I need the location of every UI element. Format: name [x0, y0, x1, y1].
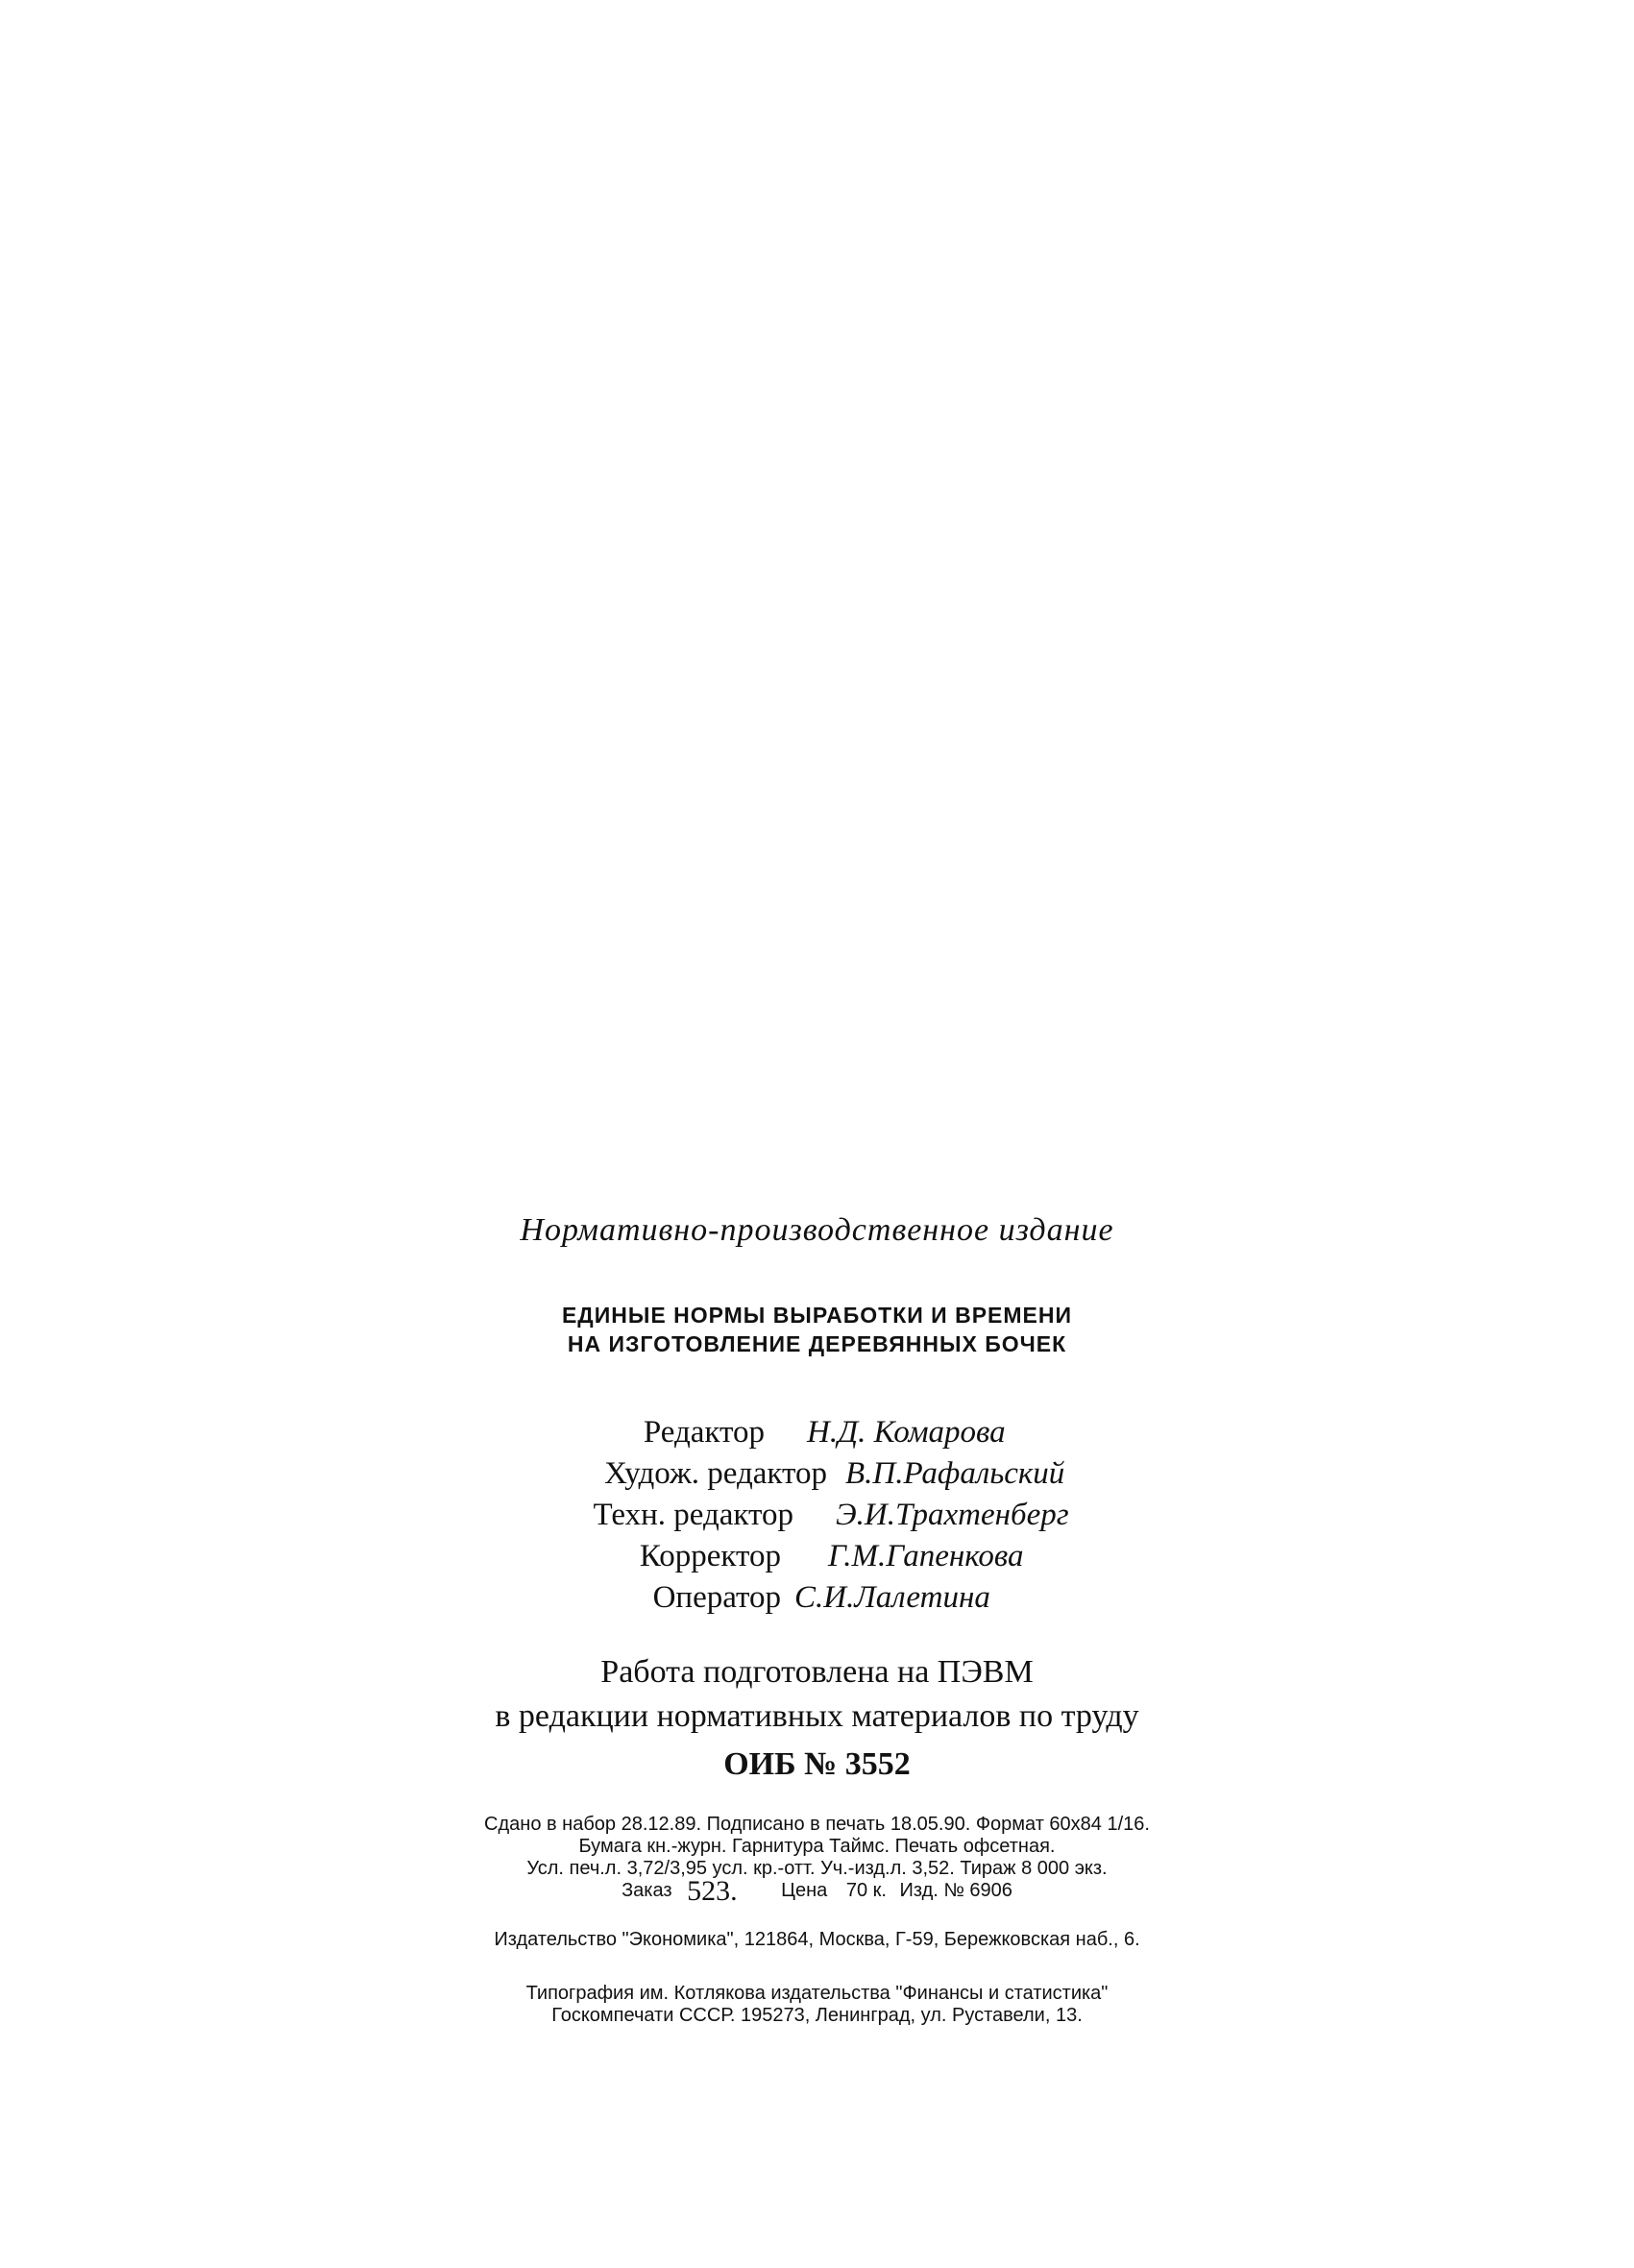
printer-line-2: Госкомпечати СССР. 195273, Ленинград, ул. Руставели, 13. [551, 2005, 1083, 2026]
credit-row-operator [0, 1577, 1634, 1619]
print-imprint [0, 1814, 1634, 1907]
oib-number: ОИБ № 3552 [723, 1746, 911, 1782]
credits-list [0, 1412, 1634, 1619]
credit-name: Г.М.Гапенкова [828, 1539, 1024, 1573]
credit-name: Н.Д. Комарова [807, 1415, 1006, 1450]
imprint-line-2: Бумага кн.-журн. Гарнитура Таймс. Печать офсетная. [578, 1836, 1056, 1857]
credit-role: Редактор [643, 1415, 765, 1450]
credit-row-proofreader [0, 1536, 1634, 1577]
order-number: 523. [687, 1875, 738, 1907]
document-title-line-2: НА ИЗГОТОВЛЕНИЕ ДЕРЕВЯННЫХ БОЧЕК [567, 1331, 1067, 1356]
credit-role: Корректор [639, 1539, 781, 1573]
credit-row-tech-editor [0, 1495, 1634, 1536]
credit-role: Техн. редактор [593, 1498, 793, 1532]
imprint-line-1: Сдано в набор 28.12.89. Подписано в печать 18.05.90. Формат 60х84 1/16. [484, 1814, 1150, 1835]
price-value: 70 к. [845, 1880, 887, 1901]
credit-role: Оператор [652, 1580, 781, 1615]
imprint-line-3: Усл. печ.л. 3,72/3,95 усл. кр.-отт. Уч.-изд.л. 3,52. Тираж 8 000 экз. [526, 1858, 1108, 1879]
edition-number: 6906 [969, 1880, 1012, 1901]
document-title-line-1: ЕДИНЫЕ НОРМЫ ВЫРАБОТКИ И ВРЕМЕНИ [561, 1303, 1073, 1328]
prepared-note [0, 1650, 1634, 1739]
prepared-note-line-2: в редакции нормативных материалов по труду [495, 1698, 1139, 1734]
edition-label: Изд. № [899, 1880, 964, 1901]
order-label: Заказ [622, 1880, 672, 1901]
credit-name: С.И.Лалетина [794, 1580, 990, 1615]
publisher-address: Издательство "Экономика", 121864, Москва, Г-59, Бережковская наб., 6. [494, 1929, 1140, 1950]
printer-address [0, 1983, 1634, 2027]
prepared-note-line-1: Работа подготовлена на ПЭВМ [600, 1654, 1034, 1690]
printer-line-1: Типография им. Котлякова издательства "Финансы и статистика" [525, 1983, 1109, 2004]
credit-name: В.П.Рафальский [845, 1456, 1065, 1491]
credit-row-art-editor [0, 1453, 1634, 1495]
credit-row-editor [0, 1412, 1634, 1453]
document-title [0, 1301, 1634, 1358]
imprint-line-4 [0, 1875, 1634, 1907]
credit-name: Э.И.Трахтенберг [836, 1498, 1069, 1532]
credit-role: Худож. редактор [604, 1456, 827, 1491]
price-label: Цена [781, 1880, 828, 1901]
edition-type-subtitle: Нормативно-производственное издание [520, 1212, 1114, 1248]
